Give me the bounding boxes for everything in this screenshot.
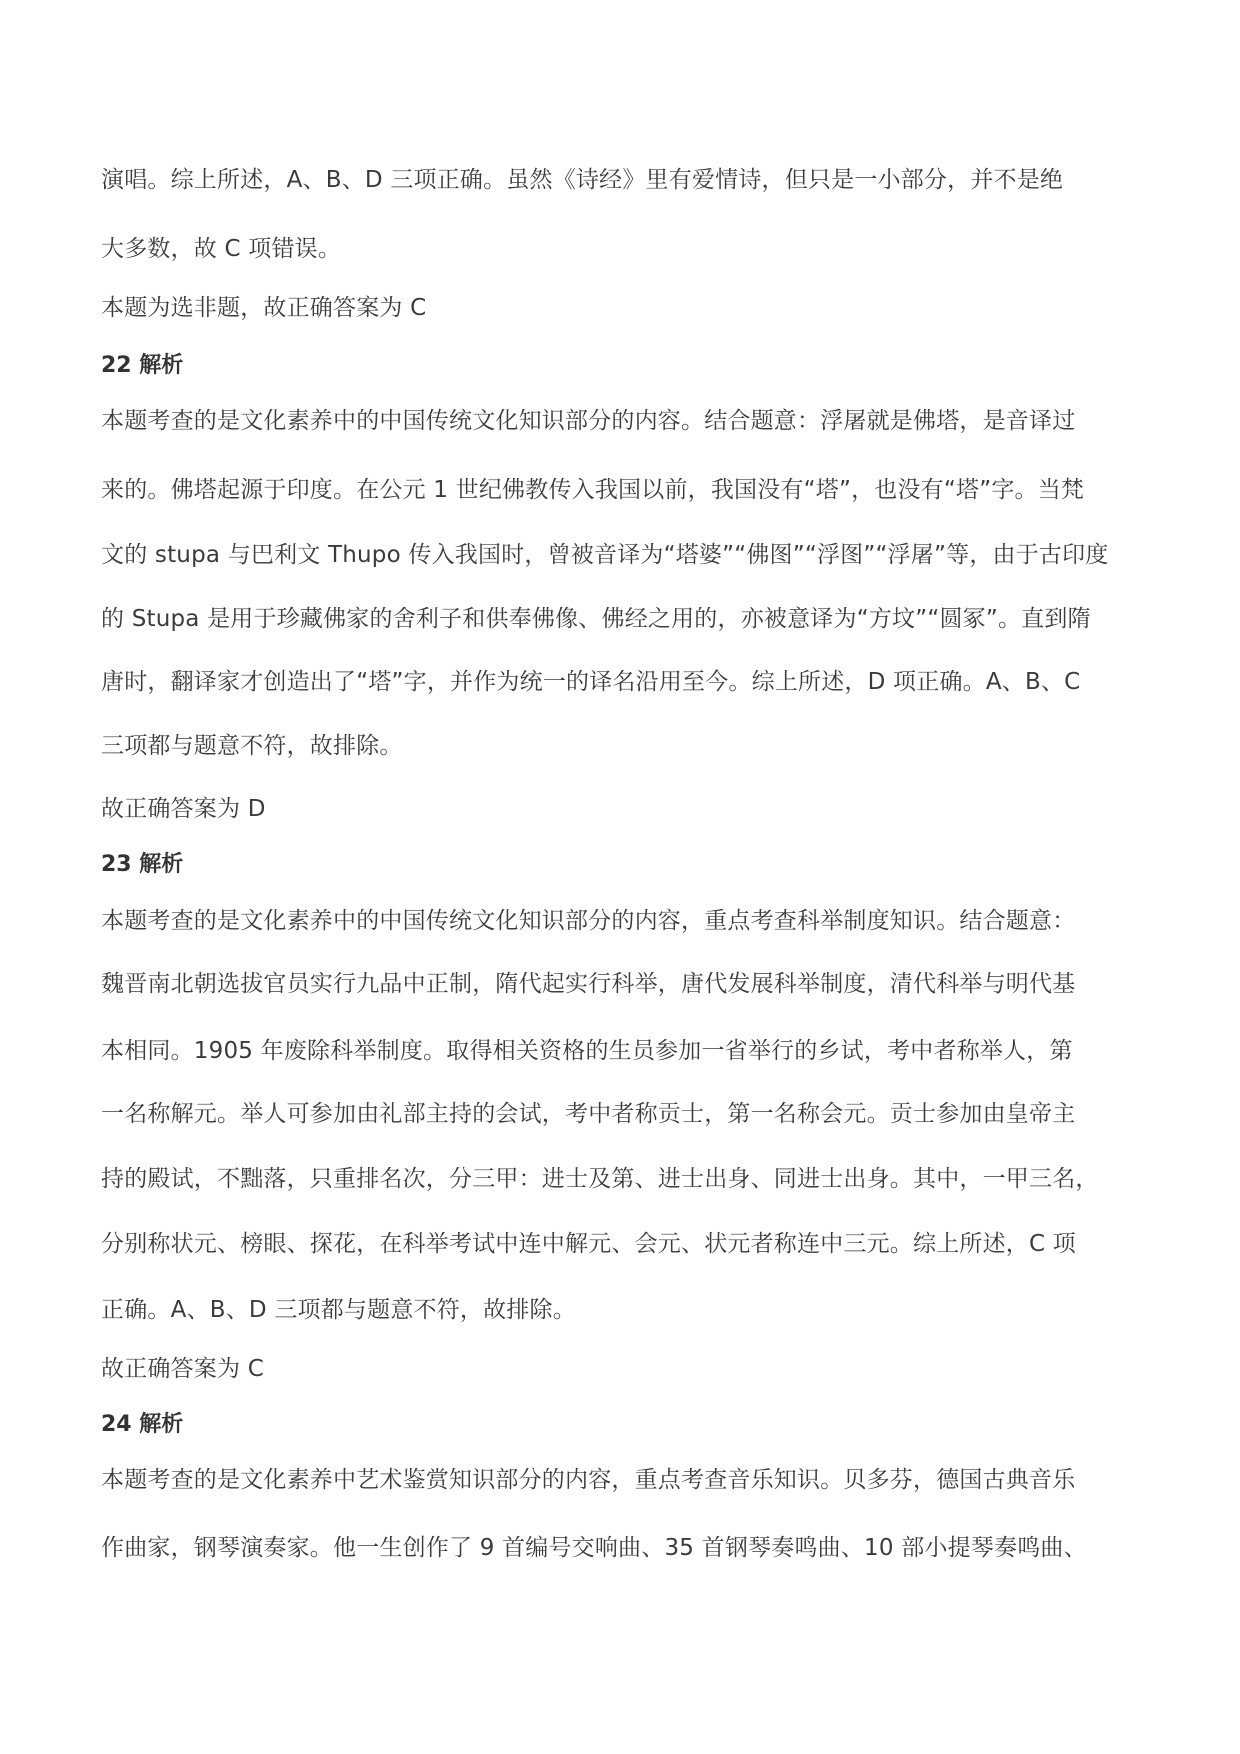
- answer-line: 故正确答案为 C: [101, 1356, 264, 1382]
- paragraph-line: 的 Stupa 是用于珍藏佛家的舍利子和供奉佛像、佛经之用的，亦被意译为“方坟”“圆冢”。直到隋: [101, 606, 1091, 632]
- paragraph-line: 本相同。1905 年废除科举制度。取得相关资格的生员参加一省举行的乡试，考中者称举人，第: [101, 1038, 1073, 1064]
- paragraph-line: 本题考查的是文化素养中的中国传统文化知识部分的内容。结合题意：浮屠就是佛塔，是音译过: [101, 408, 1076, 434]
- paragraph-line: 本题考查的是文化素养中的中国传统文化知识部分的内容，重点考查科举制度知识。结合题意：: [101, 908, 1076, 934]
- paragraph-line: 来的。佛塔起源于印度。在公元 1 世纪佛教传入我国以前，我国没有“塔”，也没有“塔”字。当梵: [101, 477, 1085, 503]
- answer-line: 故正确答案为 D: [101, 796, 266, 822]
- answer-line: 本题为选非题，故正确答案为 C: [101, 295, 427, 321]
- paragraph-line: 持的殿试，不黜落，只重排名次，分三甲：进士及第、进士出身、同进士出身。其中，一甲三名，: [101, 1166, 1099, 1192]
- paragraph-line: 分别称状元、榜眼、探花，在科举考试中连中解元、会元、状元者称连中三元。综上所述，C 项: [101, 1231, 1076, 1257]
- intro-line: 演唱。综上所述，A、B、D 三项正确。虽然《诗经》里有爱情诗，但只是一小部分，并不是绝: [101, 167, 1064, 193]
- paragraph-line: 本题考查的是文化素养中艺术鉴赏知识部分的内容，重点考查音乐知识。贝多芬，德国古典音乐: [101, 1467, 1076, 1493]
- section-heading: 24 解析: [101, 1412, 184, 1437]
- paragraph-line: 魏晋南北朝选拔官员实行九品中正制，隋代起实行科举，唐代发展科举制度，清代科举与明代基: [101, 971, 1076, 997]
- paragraph-line: 一名称解元。举人可参加由礼部主持的会试，考中者称贡士，第一名称会元。贡士参加由皇帝主: [101, 1101, 1076, 1127]
- section-heading: 23 解析: [101, 852, 184, 877]
- paragraph-line: 唐时，翻译家才创造出了“塔”字，并作为统一的译名沿用至今。综上所述，D 项正确。A、B、C: [101, 669, 1081, 695]
- paragraph-line: 文的 stupa 与巴利文 Thupo 传入我国时，曾被音译为“塔婆”“佛图”“浮图”“浮屠”等，由于古印度: [101, 542, 1109, 568]
- intro-line: 大多数，故 C 项错误。: [101, 236, 342, 262]
- paragraph-line: 三项都与题意不符，故排除。: [101, 733, 403, 759]
- paragraph-line: 作曲家，钢琴演奏家。他一生创作了 9 首编号交响曲、35 首钢琴奏鸣曲、10 部小提琴奏鸣曲、: [101, 1535, 1087, 1561]
- section-heading: 22 解析: [101, 353, 184, 378]
- paragraph-line: 正确。A、B、D 三项都与题意不符，故排除。: [101, 1297, 576, 1323]
